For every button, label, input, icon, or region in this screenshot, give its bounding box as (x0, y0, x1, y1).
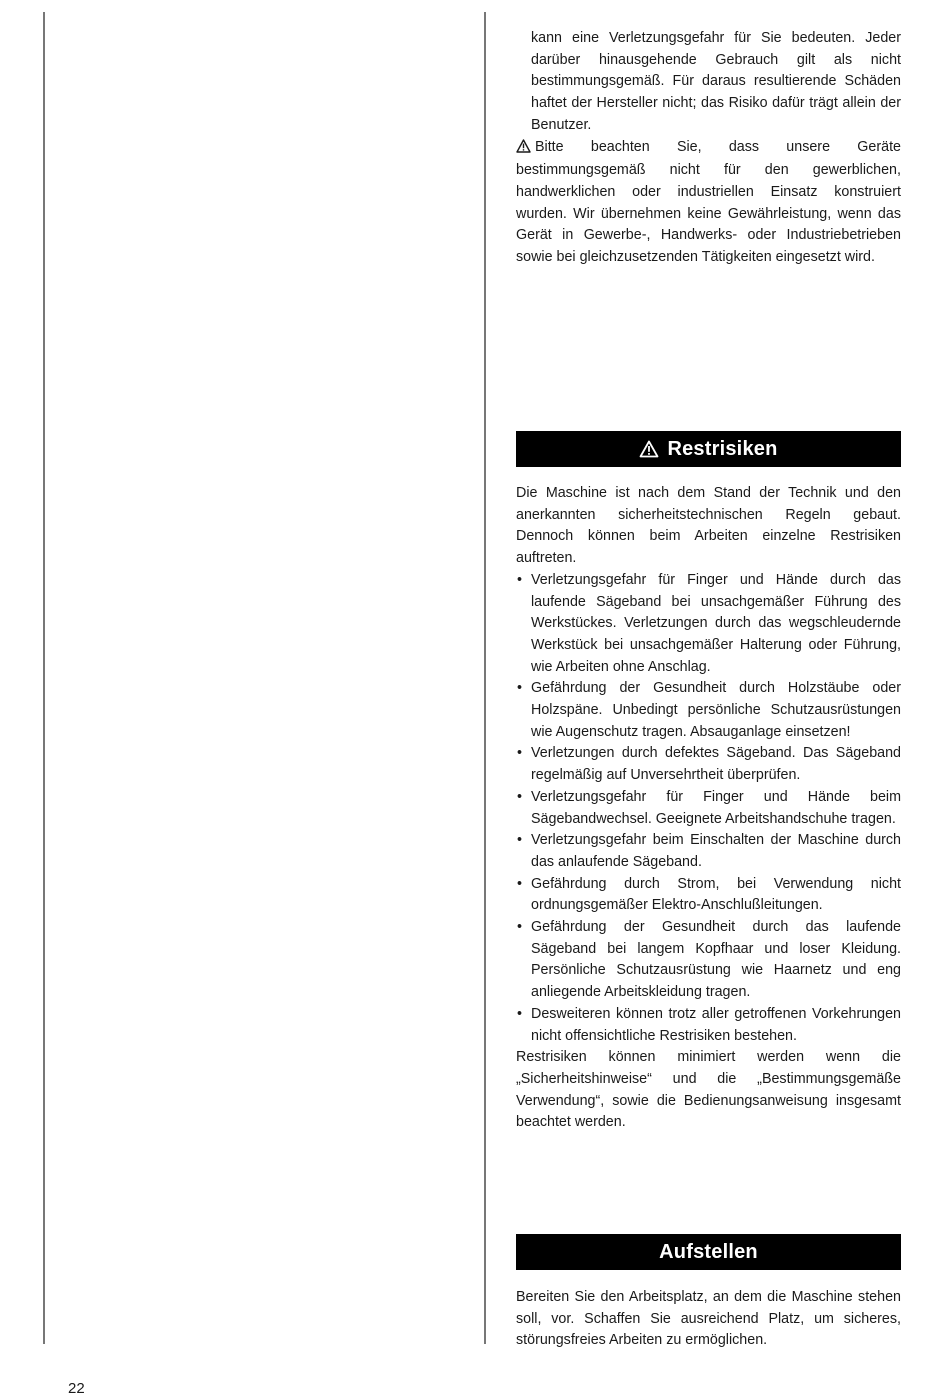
left-margin-rule (43, 12, 45, 1344)
restrisiken-heading: Restrisiken (667, 437, 778, 460)
list-item: • Desweiteren können trotz aller getroffenen Vorkehrungen nicht offensichtliche Restrisiken bestehen. (516, 1004, 901, 1047)
intro-continuation-paragraph: kann eine Verletzungsgefahr für Sie bedeuten. Jeder darüber hinausgehende Gebrauch gilt als nicht bestimmungsgemäß. Für daraus resultierende Schäden haftet der Hersteller nicht; das Risiko dafür trägt allein der Benutzer. (531, 30, 901, 133)
aufstellen-heading: Aufstellen (659, 1240, 758, 1263)
list-item: • Gefährdung durch Strom, bei Verwendung nicht ordnungsgemäßer Elektro-Anschlußleitungen. (516, 874, 901, 917)
warning-paragraph (516, 137, 901, 269)
list-item: • Verletzungsgefahr für Finger und Hände beim Sägebandwechsel. Geeignete Arbeitshandschuhe tragen. (516, 787, 901, 830)
list-item: • Verletzungen durch defektes Sägeband. Das Sägeband regelmäßig auf Unversehrtheit überprüfen. (516, 743, 901, 786)
warning-paragraph-text: Bitte beachten Sie, dass unsere Geräte bestimmungsgemäß nicht für den gewerblichen, handwerklichen oder industriellen Einsatz konstruiert wurden. Wir übernehmen keine Gewährleistung, wenn das Gerät in Gewerbe-, Handwerks- oder Industriebetrieben sowie bei gleichzusetzenden Tätigkeiten eingesetzt wird. (516, 138, 901, 266)
list-item: • Verletzungsgefahr für Finger und Hände durch das laufende Sägeband bei unsachgemäßer Führung des Werkstückes. Verletzungen durch das wegschleudernde Werkstück bei unsachgemäßer Halterung oder Führung, wie Arbeiten ohne Anschlag. (516, 570, 901, 679)
risk-list (516, 570, 901, 1047)
restrisiken-closing: Restrisiken können minimiert werden wenn die „Sicherheitshinweise“ und die „Bestimmungsgemäße Verwendung“, sowie die Bedienungsanweisung insgesamt beachtet werden. (516, 1049, 901, 1131)
list-item: • Verletzungsgefahr beim Einschalten der Maschine durch das anlaufende Sägeband. (516, 830, 901, 873)
list-item: • Gefährdung der Gesundheit durch das laufende Sägeband bei langem Kopfhaar und loser Kleidung. Persönliche Schutzausrüstung wie Haarnetz und eng anliegende Arbeitskleidung tragen. (516, 917, 901, 1004)
restrisiken-intro: Die Maschine ist nach dem Stand der Technik und den anerkannten sicherheitstechnischen Regeln gebaut. Dennoch können beim Arbeiten einzelne Restrisiken auftreten. (516, 485, 901, 567)
list-item: • Gefährdung der Gesundheit durch Holzstäube oder Holzspäne. Unbedingt persönliche Schutzausrüstungen wie Augenschutz tragen. Absauganlage einsetzen! (516, 678, 901, 743)
aufstellen-paragraph: Bereiten Sie den Arbeitsplatz, an dem die Maschine stehen soll, vor. Schaffen Sie ausreichend Platz, um sicheres, störungsfreies Arbeiten zu ermöglichen. (516, 1289, 901, 1349)
warning-triangle-icon (516, 139, 531, 161)
column-divider-rule (484, 12, 486, 1344)
restrisiken-section (516, 483, 901, 1134)
intro-section (516, 28, 901, 269)
aufstellen-section (516, 1287, 901, 1352)
aufstellen-heading-bar (516, 1234, 901, 1270)
page-number: 22 (68, 1380, 85, 1397)
restrisiken-heading-bar (516, 431, 901, 467)
warning-triangle-icon (639, 440, 659, 458)
